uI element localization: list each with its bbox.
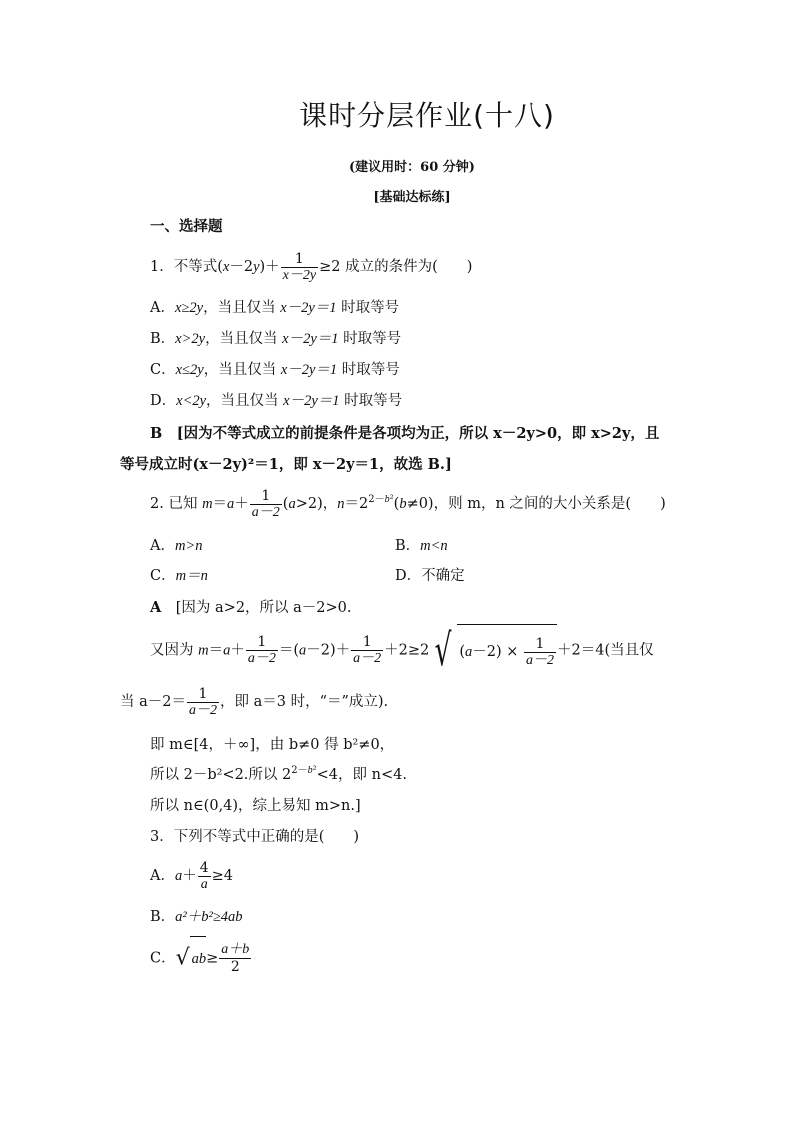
section-heading: 一、选择题 bbox=[150, 218, 223, 235]
question-3-option-b[interactable]: B．a²＋b²≥4ab bbox=[150, 909, 243, 925]
question-2-answer-line-6: 所以 n∈(0,4)，综上易知 m>n.] bbox=[150, 798, 361, 814]
question-1-answer-line-2: 等号成立时(x－2y)²＝1，即 x－2y＝1，故选 B.] bbox=[120, 456, 452, 473]
question-2-answer-line-5: 所以 2－b²<2.所以 $2^{2-b^2}<4$，即 n<4. bbox=[150, 765, 407, 783]
question-1-answer-line-1: B [因为不等式成立的前提条件是各项均为正，所以 x－2y>0，即 x>2y，且 bbox=[150, 425, 660, 442]
question-2-answer-line-3: 当 a－2＝ $\frac{1}{a-2}$ ，即 a＝3 时，“＝”成立). bbox=[120, 685, 389, 718]
question-2-stem: 2. 已知 m＝a＋ $\frac{1}{a-2}$ (a>2)，$n=2^{2-b^2}(b\ne 0)$，则 m，n 之间的大小关系是( ) bbox=[150, 487, 666, 520]
sqrt-icon: √ bbox=[434, 624, 452, 676]
question-2-answer-line-4: 即 m∈[4，＋∞]，由 b≠0 得 b²≠0， bbox=[150, 737, 395, 753]
question-2-option-d[interactable]: D．不确定 bbox=[395, 568, 465, 584]
question-3-option-a[interactable]: A．a＋ $\frac{4}{a}$ ≥4 bbox=[150, 859, 234, 892]
question-2-option-a[interactable]: A．m>n bbox=[150, 538, 203, 554]
question-1-option-b[interactable]: B．x>2y，当且仅当 x－2y＝1 时取等号 bbox=[150, 331, 402, 347]
answer-letter: B bbox=[150, 425, 163, 442]
question-1-suffix: ≥2 成立的条件为( ) bbox=[319, 259, 473, 275]
question-2-answer-line-2: 又因为 m＝a＋ $\frac{1}{a-2}$ ＝(a－2)＋ $\frac{1}{a-2}$ ＋2≥2 √ (a－2) × $\frac{1}{a-2}$ ＋2＝4(当且仅 bbox=[150, 624, 654, 676]
question-1-option-a[interactable]: A．x≥2y，当且仅当 x－2y＝1 时取等号 bbox=[150, 300, 400, 316]
level-tag: [基础达标练] bbox=[373, 190, 451, 205]
question-2-answer-line-1: A [因为 a>2，所以 a－2>0. bbox=[150, 599, 352, 616]
suggested-time: (建议用时：60 分钟) bbox=[349, 160, 475, 175]
question-3-option-c[interactable]: C．√ ab≥ $\frac{a+b}{2}$ bbox=[150, 936, 252, 981]
sqrt-icon: √ bbox=[175, 945, 190, 971]
question-2-fraction: $\frac{1}{a-2}$ bbox=[251, 487, 280, 520]
question-2-option-b[interactable]: B．m<n bbox=[395, 538, 448, 554]
question-1-stem: 1．不等式(x－2y)＋ $\frac{1}{x-2y}$ ≥2 成立的条件为( ) bbox=[150, 250, 473, 283]
question-1-option-c[interactable]: C．x≤2y，当且仅当 x－2y＝1 时取等号 bbox=[150, 362, 400, 378]
question-1-fraction: $\frac{1}{x-2y}$ bbox=[282, 250, 317, 283]
question-3-stem: 3．下列不等式中正确的是( ) bbox=[150, 829, 360, 845]
page-title: 课时分层作业(十八) bbox=[299, 99, 555, 132]
question-2-option-c[interactable]: C．m＝n bbox=[150, 568, 208, 584]
question-1-option-d[interactable]: D．x<2y，当且仅当 x－2y＝1 时取等号 bbox=[150, 393, 403, 409]
question-1-prefix: 1．不等式( bbox=[150, 259, 223, 275]
